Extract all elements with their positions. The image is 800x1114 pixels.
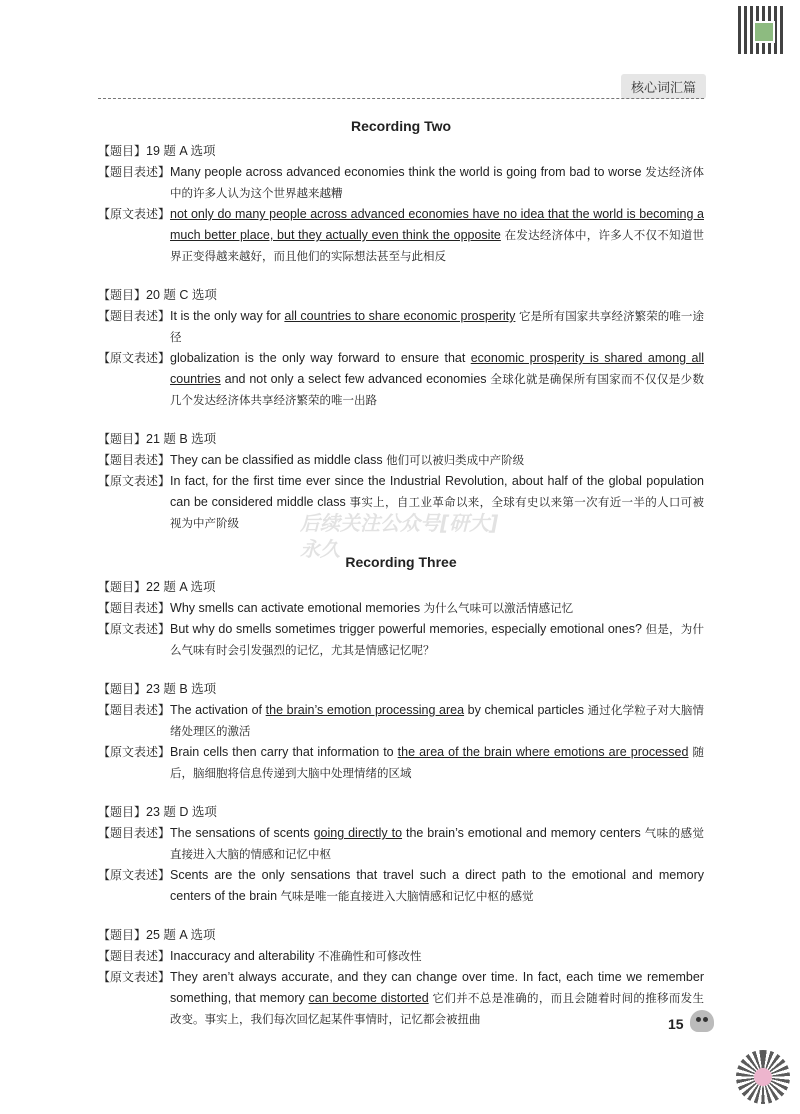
text-run: In fact, for the first time ever since the Industrial Revolution, about half of the global population can be considered middle class <box>170 474 704 509</box>
text-run: all countries to share economic prosperity <box>284 309 516 323</box>
text-run: 在发达经济体中，许多人不仅不知道世界正变得越来越好，而且他们的实际想法甚至与此相反 <box>170 228 704 263</box>
question-label: 【题目表述】 <box>98 949 171 963</box>
text-run: 他们可以被归类成中产阶级 <box>386 453 525 467</box>
topic-label: 【题目】 <box>98 682 147 696</box>
topic-row <box>98 802 704 823</box>
text-run: Brain cells then carry that information to <box>170 745 398 759</box>
text-run: Many people across advanced economies think the world is going from bad to worse <box>170 165 646 179</box>
original-text <box>170 742 704 784</box>
text-run: They aren’t always accurate, and they can change over time. In fact, each time we remember something, that memory <box>170 970 704 1005</box>
text-run: 它们并不总是准确的，而且会随着时间的推移而发生改变。事实上，我们每次回忆起某件事情时，记忆都会被扭曲 <box>170 991 704 1026</box>
question-block <box>98 141 704 267</box>
text-run: and not only a select few advanced economies <box>220 372 491 386</box>
text-run: economic prosperity is shared among all countries <box>170 351 704 386</box>
original-label: 【原文表述】 <box>98 745 171 759</box>
topic-value: 21 题 B 选项 <box>146 432 217 446</box>
text-run: Scents are the only sensations that travel such a direct path to the emotional and memory centers of the brain <box>170 868 704 903</box>
mascot-icon <box>690 1010 714 1032</box>
main-content <box>98 116 704 1048</box>
topic-label: 【题目】 <box>98 580 147 594</box>
text-run: They can be classified as middle class <box>170 453 387 467</box>
question-block <box>98 285 704 411</box>
original-text <box>170 619 704 661</box>
original-text <box>170 204 704 267</box>
section-title: Recording Three <box>345 554 457 570</box>
topic-row <box>98 429 704 450</box>
chapter-tag: 核心词汇篇 <box>621 74 706 99</box>
question-row <box>98 823 704 865</box>
original-label: 【原文表述】 <box>98 474 171 488</box>
watermark-line2: 永久 <box>300 537 340 561</box>
section-title: Recording Two <box>350 118 452 134</box>
text-run: 但是，为什么气味有时会引发强烈的记忆，尤其是情感记忆呢？ <box>170 622 704 657</box>
text-run: the brain’s emotional and memory centers <box>402 826 645 840</box>
text-run: It is the only way for <box>170 309 285 323</box>
watermark-line1: 后续关注公众号[研大] <box>300 511 499 535</box>
text-run: the area of the brain where emotions are processed <box>397 745 689 759</box>
question-text <box>170 946 704 967</box>
watermark <box>300 510 498 562</box>
text-run: going directly to <box>313 826 403 840</box>
question-row <box>98 162 704 204</box>
text-run: 发达经济体中的许多人认为这个世界越来越糟 <box>170 165 704 200</box>
topic-row <box>98 141 704 162</box>
question-row <box>98 946 704 967</box>
question-block <box>98 577 704 661</box>
topic-value: 20 题 C 选项 <box>146 288 217 302</box>
topic-row <box>98 577 704 598</box>
question-text <box>170 598 704 619</box>
original-row <box>98 204 704 267</box>
text-run: 随后，脑细胞将信息传递到大脑中处理情绪的区域 <box>170 745 704 780</box>
question-text <box>170 306 704 348</box>
original-label: 【原文表述】 <box>98 970 171 984</box>
original-text <box>170 967 704 1030</box>
text-run: 不准确性和可修改性 <box>318 949 422 963</box>
topic-value: 19 题 A 选项 <box>146 144 216 158</box>
question-label: 【题目表述】 <box>98 165 171 179</box>
original-row <box>98 742 704 784</box>
text-run: globalization is the only way forward to ensure that <box>170 351 471 365</box>
text-run: 全球化就是确保所有国家而不仅仅是少数几个发达经济体共享经济繁荣的唯一出路 <box>170 372 704 407</box>
text-run: The sensations of scents <box>170 826 314 840</box>
original-label: 【原文表述】 <box>98 351 171 365</box>
text-run: can become distorted <box>308 991 429 1005</box>
original-text <box>170 348 704 411</box>
question-label: 【题目表述】 <box>98 309 171 323</box>
topic-label: 【题目】 <box>98 144 147 158</box>
question-block <box>98 802 704 907</box>
text-run: Inaccuracy and alterability <box>170 949 319 963</box>
text-run: 为什么气味可以激活情感记忆 <box>423 601 574 615</box>
question-row <box>98 450 704 471</box>
topic-label: 【题目】 <box>98 805 147 819</box>
text-run: 事实上，自工业革命以来，全球有史以来第一次有近一半的人口可被视为中产阶级 <box>170 495 705 530</box>
text-run: not only do many people across advanced economies have no idea that the world is becoming a much better place, but they actually even think the opposite <box>170 207 704 242</box>
question-row <box>98 700 704 742</box>
topic-value: 23 题 D 选项 <box>146 805 217 819</box>
text-run: 气味是唯一能直接进入大脑情感和记忆中枢的感觉 <box>280 889 534 903</box>
original-row <box>98 348 704 411</box>
text-run: 它是所有国家共享经济繁荣的唯一途径 <box>170 309 704 344</box>
original-row <box>98 967 704 1030</box>
original-label: 【原文表述】 <box>98 207 171 221</box>
question-label: 【题目表述】 <box>98 601 171 615</box>
topic-value: 25 题 A 选项 <box>146 928 216 942</box>
question-text <box>170 700 704 742</box>
header-divider <box>98 98 704 99</box>
question-row <box>98 598 704 619</box>
qr-code-top <box>738 6 786 54</box>
topic-value: 23 题 B 选项 <box>146 682 217 696</box>
text-run: the brain’s emotion processing area <box>265 703 465 717</box>
original-label: 【原文表述】 <box>98 622 171 636</box>
question-block <box>98 925 704 1030</box>
question-block <box>98 679 704 784</box>
topic-row <box>98 285 704 306</box>
original-label: 【原文表述】 <box>98 868 171 882</box>
topic-value: 22 题 A 选项 <box>146 580 216 594</box>
text-run: But why do smells sometimes trigger powerful memories, especially emotional ones? <box>170 622 646 636</box>
topic-label: 【题目】 <box>98 288 147 302</box>
question-text <box>170 162 704 204</box>
text-run: Why smells can activate emotional memories <box>170 601 424 615</box>
text-run: 通过化学粒子对大脑情绪处理区的激活 <box>170 703 704 738</box>
text-run: 气味的感觉直接进入大脑的情感和记忆中枢 <box>170 826 704 861</box>
question-label: 【题目表述】 <box>98 703 171 717</box>
original-text <box>170 865 704 907</box>
question-text <box>170 450 704 471</box>
topic-label: 【题目】 <box>98 928 147 942</box>
question-text <box>170 823 704 865</box>
original-row <box>98 865 704 907</box>
text-run: The activation of <box>170 703 266 717</box>
qr-code-bottom <box>736 1050 790 1104</box>
topic-row <box>98 925 704 946</box>
question-row <box>98 306 704 348</box>
question-label: 【题目表述】 <box>98 453 171 467</box>
topic-row <box>98 679 704 700</box>
topic-label: 【题目】 <box>98 432 147 446</box>
original-row <box>98 619 704 661</box>
text-run: by chemical particles <box>464 703 588 717</box>
question-label: 【题目表述】 <box>98 826 171 840</box>
page-number: 15 <box>668 1016 684 1032</box>
